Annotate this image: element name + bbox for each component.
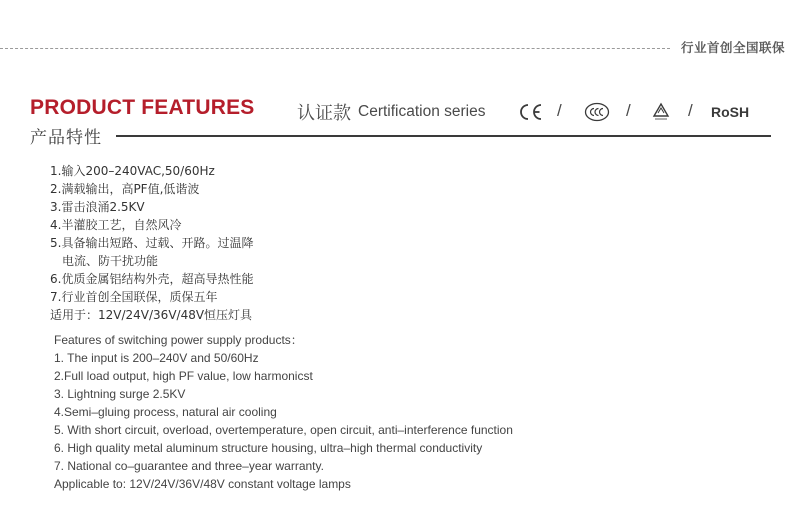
- section-title-underline: [116, 135, 771, 137]
- feature-item-zh: 电流、防干扰功能: [62, 254, 159, 268]
- feature-item-zh: 5.具备输出短路、过载、开路。过温降: [50, 236, 254, 250]
- feature-item-en: Features of switching power supply products：: [54, 333, 303, 347]
- feature-item-zh: 4.半灌胶工艺，自然风冷: [50, 218, 182, 232]
- feature-item-en: Applicable to: 12V/24V/36V/48V constant voltage lamps: [54, 477, 351, 491]
- feature-item-en: 4.Semi–gluing process, natural air cooling: [54, 405, 277, 419]
- feature-item-en: 2.Full load output, high PF value, low harmonicst: [54, 369, 313, 383]
- section-title-en: PRODUCT FEATURES: [30, 96, 255, 119]
- certification-label: [297, 100, 486, 124]
- feature-item-en: 3. Lightning surge 2.5KV: [54, 387, 186, 401]
- feature-item-zh: 1.输入200–240VAC,50/60Hz: [50, 164, 215, 178]
- feature-item-en: 6. High quality metal aluminum structure housing, ultra–high thermal conductivity: [54, 441, 483, 455]
- ce-mark-icon: [518, 102, 544, 126]
- cert-separator: /: [626, 101, 631, 120]
- feature-item-en: 7. National co–guarantee and three–year warranty.: [54, 459, 324, 473]
- top-dashed-divider: [0, 48, 670, 49]
- cert-separator: /: [688, 101, 693, 120]
- tuv-triangle-icon: [652, 102, 670, 126]
- feature-item-zh: 2.满载输出，高PF值,低谐波: [50, 182, 200, 196]
- certification-label-zh: 认证款: [297, 103, 351, 124]
- certification-label-en: Certification series: [358, 103, 486, 120]
- feature-item-en: 5. With short circuit, overload, overtemperature, open circuit, anti–interference function: [54, 423, 513, 437]
- feature-item-zh: 3.雷击浪涌2.5KV: [50, 200, 145, 214]
- feature-item-zh: 适用于：12V/24V/36V/48V恒压灯具: [50, 308, 253, 322]
- features-list-zh: [50, 162, 253, 324]
- feature-item-en: 1. The input is 200–240V and 50/60Hz: [54, 351, 259, 365]
- feature-item-zh: 7.行业首创全国联保，质保五年: [50, 290, 218, 304]
- section-title-zh: 产品特性: [30, 128, 102, 148]
- features-list-en: [54, 331, 513, 493]
- ccc-mark-icon: [584, 102, 610, 126]
- rohs-mark: RoSH: [711, 104, 750, 120]
- warranty-tagline: 行业首创全国联保: [681, 40, 786, 55]
- cert-separator: /: [557, 101, 562, 120]
- feature-item-zh: 6.优质金属铝结构外壳，超高导热性能: [50, 272, 254, 286]
